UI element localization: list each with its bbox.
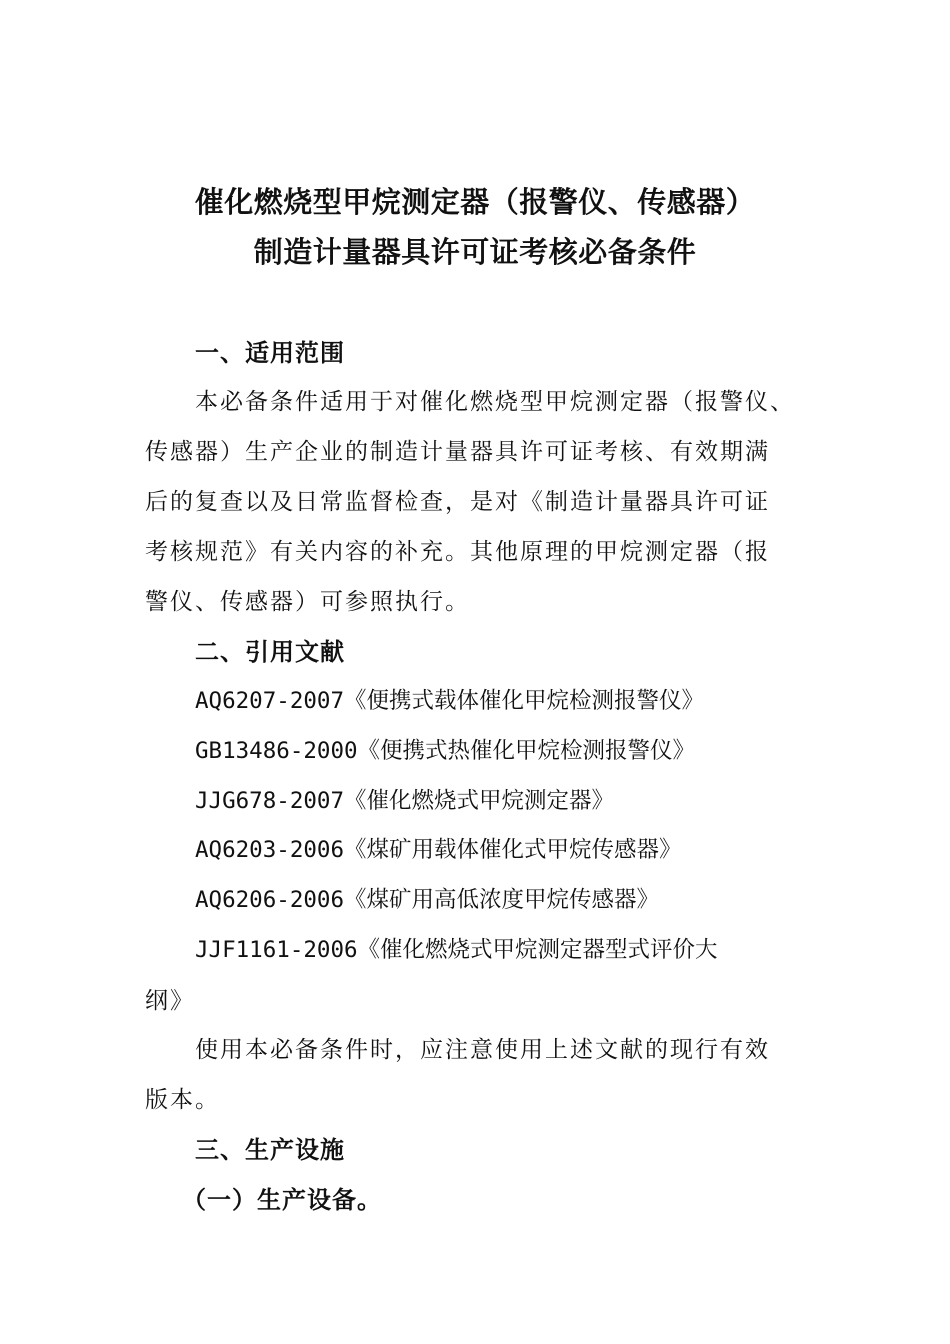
document-title-line-2: 制造计量器具许可证考核必备条件 [253,235,697,269]
section-3-heading: 三、生产设施 [195,1136,345,1164]
section-2-heading: 二、引用文献 [195,638,345,666]
reference-item-continuation: 纲》 [145,988,195,1014]
section-1-line-1: 本必备条件适用于对催化燃烧型甲烷测定器（报警仪、 [195,389,795,415]
section-1-line-4: 考核规范》有关内容的补充。其他原理的甲烷测定器（报 [145,539,770,565]
section-1-line-5: 警仪、传感器）可参照执行。 [145,589,470,615]
reference-item: AQ6206-2006《煤矿用高低浓度甲烷传感器》 [195,887,660,913]
reference-item: AQ6203-2006《煤矿用载体催化式甲烷传感器》 [195,837,682,863]
reference-item: GB13486-2000《便携式热催化甲烷检测报警仪》 [195,738,696,764]
reference-item: AQ6207-2007《便携式载体催化甲烷检测报警仪》 [195,688,705,714]
section-2-note-line-2: 版本。 [145,1087,220,1113]
document-title-line-1: 催化燃烧型甲烷测定器（报警仪、传感器） [194,185,756,219]
section-1-line-3: 后的复查以及日常监督检查，是对《制造计量器具许可证 [145,489,770,515]
section-3-subheading: （一）生产设备。 [182,1186,382,1214]
section-1-heading: 一、适用范围 [195,339,345,367]
section-1-line-2: 传感器）生产企业的制造计量器具许可证考核、有效期满 [145,439,770,465]
section-2-note-line-1: 使用本必备条件时，应注意使用上述文献的现行有效 [195,1037,770,1063]
reference-item: JJF1161-2006《催化燃烧式甲烷测定器型式评价大 [195,937,718,963]
reference-item: JJG678-2007《催化燃烧式甲烷测定器》 [195,788,615,814]
